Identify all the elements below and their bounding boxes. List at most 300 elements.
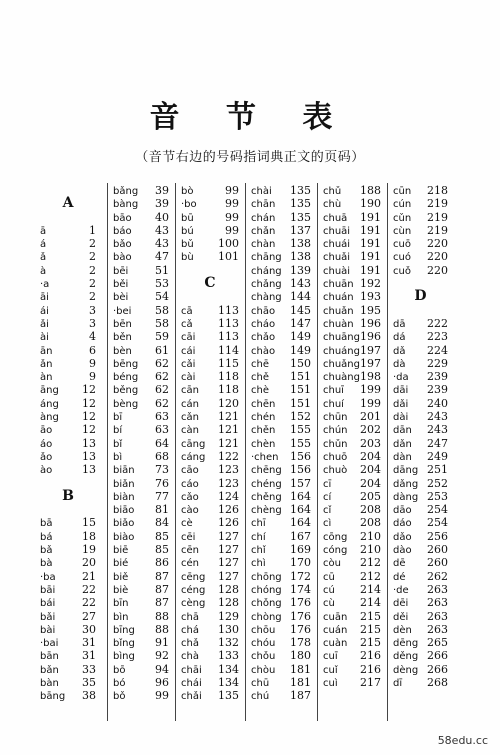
- page-number: 62: [155, 383, 169, 397]
- syllable: chī: [251, 518, 266, 530]
- syllable: cēi: [181, 531, 196, 543]
- syllable-entry: [323, 437, 381, 450]
- syllable-entry: [251, 676, 311, 689]
- page-number: 87: [155, 569, 169, 583]
- page-number: 266: [427, 649, 448, 663]
- page-number: 254: [427, 503, 448, 517]
- syllable-entry: [251, 450, 311, 463]
- syllable: dà: [393, 358, 406, 370]
- syllable-entry: [251, 184, 311, 197]
- syllable: dèng: [393, 664, 419, 676]
- syllable: ·bai: [40, 638, 59, 650]
- syllable: dāng: [393, 465, 419, 477]
- syllable-entry: [181, 330, 239, 343]
- syllable: dǎi: [393, 398, 409, 410]
- spacer: [40, 503, 96, 516]
- syllable-entry: [393, 397, 448, 410]
- syllable: á: [40, 239, 47, 251]
- syllable-entry: [40, 689, 96, 702]
- syllable: chuáng: [323, 345, 360, 357]
- syllable: bī: [113, 412, 123, 424]
- syllable: dǎng: [393, 478, 419, 490]
- syllable-entry: [251, 344, 311, 357]
- syllable: cù: [323, 598, 335, 610]
- page-number: 197: [360, 356, 381, 370]
- syllable-entry: [113, 636, 169, 649]
- page-number: 130: [218, 622, 239, 636]
- syllable: děi: [393, 611, 409, 623]
- syllable-entry: [181, 676, 239, 689]
- page-number: 114: [218, 343, 239, 357]
- page-number: 188: [360, 184, 381, 197]
- syllable-entry: [181, 397, 239, 410]
- syllable-entry: [40, 636, 96, 649]
- syllable-entry: [181, 357, 239, 370]
- syllable-entry: [181, 570, 239, 583]
- syllable: dáo: [393, 518, 412, 530]
- page-number: 113: [218, 330, 239, 344]
- syllable-entry: [113, 543, 169, 556]
- syllable-entry: [393, 383, 448, 396]
- syllable: chē: [251, 358, 269, 370]
- syllable-entry: [393, 663, 448, 676]
- page-number: 127: [218, 569, 239, 583]
- syllable: cú: [323, 584, 335, 596]
- page-number: 256: [427, 529, 448, 543]
- syllable-entry: [181, 410, 239, 423]
- syllable: bǔ: [181, 239, 194, 251]
- page-number: 61: [155, 343, 169, 357]
- syllable: bié: [113, 558, 129, 570]
- page-number: 247: [427, 436, 448, 450]
- page-number: 260: [427, 543, 448, 557]
- page-number: 212: [360, 569, 381, 583]
- syllable-entry: [323, 530, 381, 543]
- syllable: bā: [40, 518, 53, 530]
- syllable-entry: [40, 237, 96, 250]
- syllable-entry: [393, 623, 448, 636]
- syllable-entry: [181, 663, 239, 676]
- syllable-entry: [251, 543, 311, 556]
- syllable-entry: [40, 649, 96, 662]
- syllable: chuā: [323, 212, 348, 224]
- page-number: 99: [225, 184, 239, 197]
- syllable: cì: [323, 518, 332, 530]
- syllable: áng: [40, 398, 59, 410]
- page-number: 86: [155, 556, 169, 570]
- syllable: ǎn: [40, 358, 53, 370]
- syllable-entry: [323, 610, 381, 623]
- syllable-entry: [323, 383, 381, 396]
- syllable-entry: [40, 250, 96, 263]
- syllable-entry: [113, 463, 169, 476]
- syllable-entry: [323, 583, 381, 596]
- syllable-entry: [40, 330, 96, 343]
- page-number: 96: [155, 675, 169, 689]
- syllable-entry: [113, 184, 169, 197]
- syllable-entry: [40, 516, 96, 529]
- syllable: bù: [181, 252, 194, 264]
- syllable: bāi: [40, 584, 56, 596]
- page-number: 126: [218, 516, 239, 530]
- syllable-entry: [181, 543, 239, 556]
- page-number: 147: [290, 316, 311, 330]
- syllable: dēi: [393, 598, 409, 610]
- syllable: bēn: [113, 318, 132, 330]
- syllable-entry: [323, 596, 381, 609]
- syllable-entry: [113, 264, 169, 277]
- page-number: 214: [360, 582, 381, 596]
- page-number: 198: [360, 370, 381, 384]
- syllable-entry: [181, 184, 239, 197]
- page-number: 120: [218, 396, 239, 410]
- syllable: cǎo: [181, 491, 199, 503]
- page-number: 2: [89, 263, 96, 277]
- syllable: cháo: [251, 318, 276, 330]
- syllable: chuī: [323, 385, 344, 397]
- syllable: chāo: [251, 305, 276, 317]
- syllable: chāi: [181, 664, 202, 676]
- syllable-entry: [393, 610, 448, 623]
- page-number: 254: [427, 516, 448, 530]
- page-number: 135: [290, 184, 311, 197]
- syllable-entry: [113, 304, 169, 317]
- syllable-entry: [323, 264, 381, 277]
- syllable: biě: [113, 571, 129, 583]
- page-number: 135: [290, 210, 311, 224]
- syllable: cáng: [181, 451, 206, 463]
- syllable-entry: [323, 184, 381, 197]
- syllable: cùn: [393, 225, 412, 237]
- syllable: chuàn: [323, 318, 354, 330]
- syllable: chōng: [251, 571, 282, 583]
- syllable: āo: [40, 425, 53, 437]
- syllable-entry: [323, 477, 381, 490]
- page-number: 249: [427, 449, 448, 463]
- syllable: biàn: [113, 491, 135, 503]
- page-number: 128: [218, 596, 239, 610]
- page-number: 39: [155, 184, 169, 197]
- page-number: 137: [290, 223, 311, 237]
- syllable: chǎn: [251, 225, 276, 237]
- syllable: cén: [181, 558, 199, 570]
- page-number: 62: [155, 370, 169, 384]
- syllable: cái: [181, 345, 196, 357]
- syllable: chuài: [323, 265, 351, 277]
- syllable: bìng: [113, 651, 135, 663]
- page-number: 99: [155, 689, 169, 703]
- syllable-entry: [251, 197, 311, 210]
- syllable-entry: [323, 224, 381, 237]
- syllable: ·ba: [40, 571, 56, 583]
- syllable-entry: [113, 516, 169, 529]
- page-number: 121: [218, 423, 239, 437]
- page-number: 212: [360, 556, 381, 570]
- syllable: còu: [323, 558, 341, 570]
- syllable-entry: [113, 383, 169, 396]
- syllable: bài: [40, 624, 56, 636]
- syllable-entry: [113, 277, 169, 290]
- syllable-entry: [251, 503, 311, 516]
- syllable: cán: [181, 398, 199, 410]
- syllable: ·de: [393, 584, 409, 596]
- syllable-entry: [40, 264, 96, 277]
- syllable-entry: [393, 317, 448, 330]
- page-title: 音 节 表: [149, 100, 351, 135]
- page-number: 167: [290, 529, 311, 543]
- syllable-entry: [251, 370, 311, 383]
- page-number: 229: [427, 356, 448, 370]
- syllable-entry: [251, 250, 311, 263]
- syllable-entry: [181, 636, 239, 649]
- syllable-entry: [113, 250, 169, 263]
- syllable: cǔn: [393, 212, 412, 224]
- page-number: 63: [155, 410, 169, 424]
- page-number: 43: [155, 223, 169, 237]
- syllable-entry: [251, 649, 311, 662]
- page-number: 2: [89, 237, 96, 251]
- watermark: 58edu.cc: [437, 734, 488, 747]
- page-number: 9: [89, 370, 96, 384]
- syllable: chòng: [251, 611, 282, 623]
- page-number: 81: [155, 503, 169, 517]
- page-number: 113: [218, 316, 239, 330]
- page-number: 129: [218, 609, 239, 623]
- page-number: 201: [360, 410, 381, 424]
- syllable-entry: [181, 583, 239, 596]
- spacer: [181, 290, 239, 303]
- page-number: 15: [82, 516, 96, 530]
- syllable: chū: [251, 677, 270, 689]
- page-number: 191: [360, 237, 381, 251]
- syllable: bāo: [113, 212, 132, 224]
- page-number: 268: [427, 675, 448, 689]
- syllable-entry: [181, 623, 239, 636]
- page-number: 219: [427, 223, 448, 237]
- page-number: 138: [290, 237, 311, 251]
- page-number: 35: [82, 675, 96, 689]
- page-number: 12: [82, 410, 96, 424]
- syllable: chuō: [323, 451, 348, 463]
- page-number: 13: [82, 463, 96, 477]
- syllable-entry: [40, 317, 96, 330]
- syllable-entry: [181, 304, 239, 317]
- page-number: 151: [290, 383, 311, 397]
- page-number: 18: [82, 529, 96, 543]
- syllable-entry: [181, 197, 239, 210]
- syllable-entry: [323, 463, 381, 476]
- syllable-entry: [40, 583, 96, 596]
- syllable: chuái: [323, 239, 351, 251]
- syllable: bīng: [113, 624, 135, 636]
- page-number: 12: [82, 423, 96, 437]
- syllable: báo: [113, 225, 132, 237]
- page-number: 2: [89, 250, 96, 264]
- page-number: 3: [89, 303, 96, 317]
- syllable-entry: [323, 623, 381, 636]
- page-number: 196: [360, 316, 381, 330]
- syllable-column: [40, 184, 96, 703]
- syllable-entry: [393, 344, 448, 357]
- page-number: 239: [427, 383, 448, 397]
- syllable: cuō: [393, 239, 411, 251]
- syllable: ài: [40, 332, 49, 344]
- syllable: áo: [40, 438, 53, 450]
- syllable-entry: [323, 636, 381, 649]
- syllable: chì: [251, 558, 266, 570]
- syllable-entry: [40, 437, 96, 450]
- page-number: 266: [427, 662, 448, 676]
- page-number: 224: [427, 343, 448, 357]
- page-number: 220: [427, 237, 448, 251]
- syllable-entry: [113, 490, 169, 503]
- syllable-entry: [323, 676, 381, 689]
- syllable: céng: [181, 584, 206, 596]
- syllable-entry: [393, 463, 448, 476]
- syllable: āng: [40, 385, 59, 397]
- page-number: 73: [155, 463, 169, 477]
- syllable: běi: [113, 279, 129, 291]
- syllable: cūn: [393, 186, 412, 197]
- syllable-entry: [181, 490, 239, 503]
- column-divider: [317, 183, 318, 721]
- syllable: chà: [181, 651, 199, 663]
- page-number: 118: [218, 383, 239, 397]
- syllable-entry: [323, 570, 381, 583]
- section-letter: C: [204, 275, 216, 292]
- syllable: chàn: [251, 239, 276, 251]
- syllable-entry: [40, 370, 96, 383]
- syllable: cài: [181, 372, 196, 384]
- syllable-entry: [393, 370, 448, 383]
- syllable-entry: [181, 317, 239, 330]
- page-number: 253: [427, 489, 448, 503]
- syllable-entry: [181, 463, 239, 476]
- syllable-entry: [251, 397, 311, 410]
- page-number: 263: [427, 609, 448, 623]
- syllable: bǎ: [40, 545, 53, 557]
- syllable-entry: [323, 423, 381, 436]
- syllable-entry: [40, 663, 96, 676]
- syllable: bō: [113, 664, 126, 676]
- page-number: 62: [155, 396, 169, 410]
- syllable-entry: [181, 610, 239, 623]
- syllable-entry: [40, 610, 96, 623]
- syllable: cuì: [323, 677, 338, 689]
- syllable: cǎi: [181, 358, 196, 370]
- syllable-entry: [113, 344, 169, 357]
- syllable: cā: [181, 305, 193, 317]
- syllable: cuó: [393, 252, 411, 264]
- page-number: 151: [290, 370, 311, 384]
- page-number: 84: [155, 516, 169, 530]
- page-number: 33: [82, 662, 96, 676]
- page-number: 94: [155, 662, 169, 676]
- page-number: 152: [290, 410, 311, 424]
- syllable-entry: [251, 290, 311, 303]
- syllable: bá: [40, 531, 53, 543]
- syllable-entry: [323, 357, 381, 370]
- page-number: 12: [82, 383, 96, 397]
- section-letter: D: [414, 288, 427, 305]
- syllable-entry: [113, 224, 169, 237]
- syllable: cuān: [323, 611, 348, 623]
- spacer: [40, 211, 96, 224]
- syllable-entry: [181, 503, 239, 516]
- page-number: 12: [82, 396, 96, 410]
- page-number: 4: [89, 330, 96, 344]
- page-number: 113: [218, 303, 239, 317]
- syllable: ān: [40, 345, 53, 357]
- page-number: 164: [290, 503, 311, 517]
- syllable: bǎng: [113, 186, 139, 197]
- page-number: 170: [290, 556, 311, 570]
- syllable: chái: [181, 677, 202, 689]
- syllable-entry: [323, 250, 381, 263]
- syllable-entry: [40, 224, 96, 237]
- syllable: bǎo: [113, 239, 132, 251]
- page-number: 157: [290, 476, 311, 490]
- page-number: 262: [427, 569, 448, 583]
- syllable-entry: [393, 450, 448, 463]
- syllable-entry: [323, 490, 381, 503]
- syllable-entry: [40, 290, 96, 303]
- syllable: chēn: [251, 398, 276, 410]
- syllable: chèng: [251, 505, 282, 517]
- syllable: dàng: [393, 491, 419, 503]
- syllable-entry: [113, 237, 169, 250]
- syllable: ·bei: [113, 305, 132, 317]
- section-letter: A: [62, 195, 74, 212]
- syllable: ·a: [40, 279, 50, 291]
- page-number: 27: [82, 609, 96, 623]
- syllable-entry: [181, 530, 239, 543]
- page-number: 149: [290, 330, 311, 344]
- syllable: biǎn: [113, 478, 135, 490]
- page-number: 100: [218, 237, 239, 251]
- syllable: cǐ: [323, 505, 332, 517]
- syllable: bǒ: [113, 691, 126, 703]
- syllable-entry: [393, 250, 448, 263]
- page-number: 204: [360, 449, 381, 463]
- syllable-entry: [40, 304, 96, 317]
- syllable-entry: [40, 623, 96, 636]
- page-number: 143: [290, 277, 311, 291]
- page-number: 31: [82, 649, 96, 663]
- syllable: cēn: [181, 545, 199, 557]
- page-number: 138: [290, 250, 311, 264]
- page-number: 193: [360, 290, 381, 304]
- page-number: 215: [360, 622, 381, 636]
- page-number: 191: [360, 250, 381, 264]
- syllable: chǔn: [323, 438, 348, 450]
- page-number: 174: [290, 582, 311, 596]
- page-number: 127: [218, 543, 239, 557]
- syllable: dēng: [393, 638, 419, 650]
- page-number: 156: [290, 463, 311, 477]
- syllable-entry: [251, 437, 311, 450]
- page-number: 263: [427, 596, 448, 610]
- syllable: chuí: [323, 398, 344, 410]
- page-number: 43: [155, 237, 169, 251]
- syllable: biān: [113, 465, 135, 477]
- page-number: 222: [427, 316, 448, 330]
- syllable-entry: [393, 636, 448, 649]
- page-number: 58: [155, 316, 169, 330]
- syllable-column: [323, 184, 381, 689]
- page-number: 172: [290, 569, 311, 583]
- syllable: dào: [393, 545, 412, 557]
